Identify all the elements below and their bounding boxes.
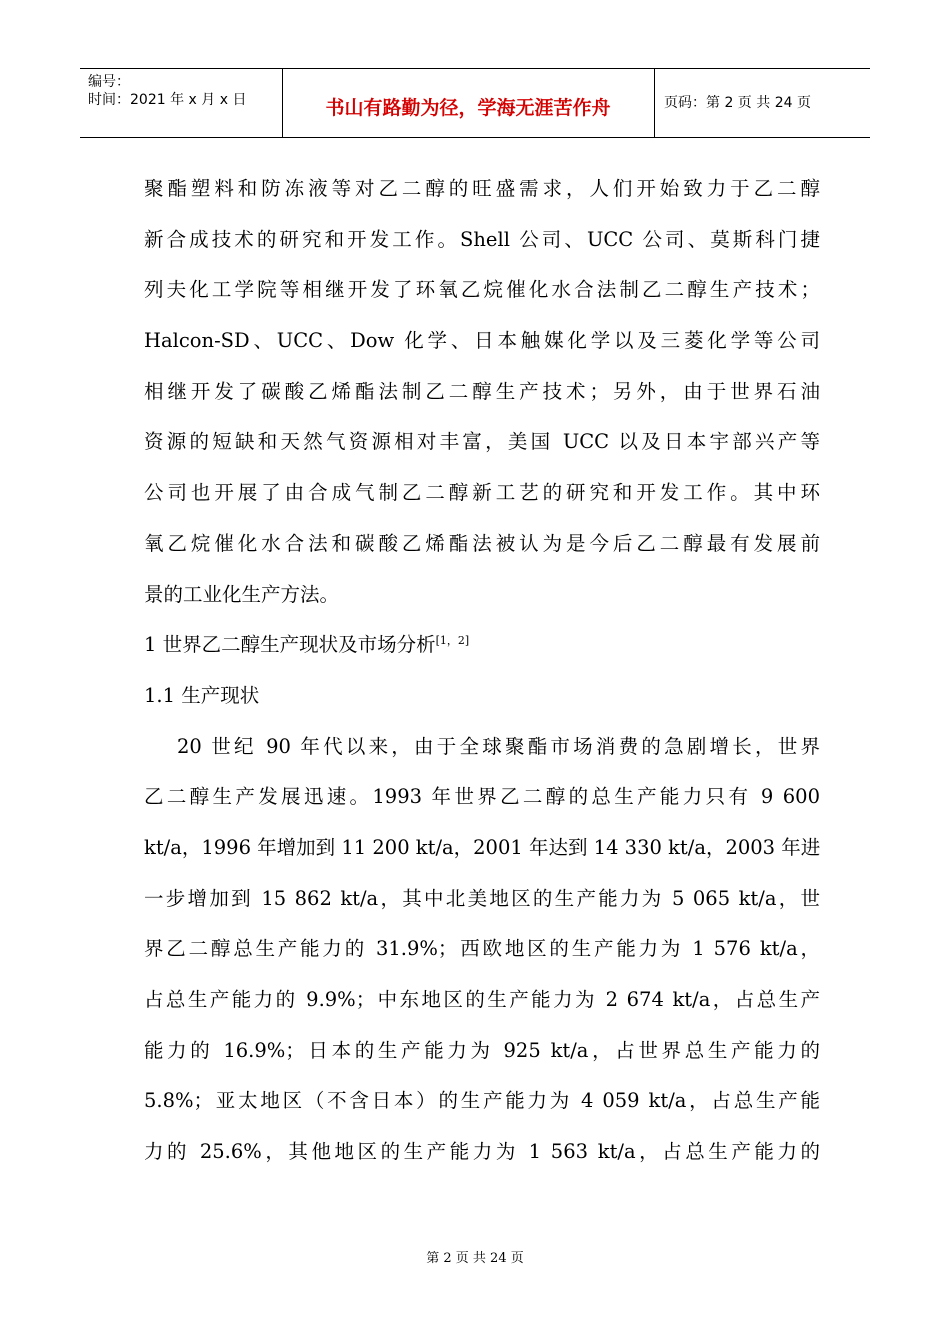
- document-body: [144, 164, 820, 1178]
- header-info-cell: [80, 69, 283, 137]
- paragraph-line: 新合成技术的研究和开发工作。Shell 公司、UCC 公司、莫斯科门捷: [144, 227, 820, 251]
- paragraph-line: 景的工业化生产方法。: [144, 582, 340, 606]
- header-page-cell: [654, 69, 870, 137]
- paragraph-line: 乙二醇生产发展迅速。1993 年世界乙二醇的总生产能力只有 9 600: [144, 785, 820, 809]
- paragraph-line: kt/a，1996 年增加到 11 200 kt/a，2001 年达到 14 330 kt/a，2003 年进: [144, 835, 821, 859]
- document-code-label: 编号：: [88, 74, 130, 90]
- citation-reference: [1，2]: [435, 634, 470, 648]
- document-date-label: 时间：2021 年 x 月 x 日: [88, 92, 247, 108]
- paragraph-line: 20 世纪 90 年代以来，由于全球聚酯市场消费的急剧增长，世界: [177, 734, 820, 758]
- paragraph-line: 能力的 16.9%；日本的生产能力为 925 kt/a，占世界总生产能力的: [144, 1038, 820, 1062]
- paragraph-line: Halcon-SD、UCC、Dow 化学、日本触媒化学以及三菱化学等公司: [144, 329, 820, 353]
- header-motto-cell: [282, 69, 655, 137]
- paragraph-line: 力的 25.6%，其他地区的生产能力为 1 563 kt/a，占总生产能力的: [144, 1140, 820, 1164]
- paragraph-line: 聚酯塑料和防冻液等对乙二醇的旺盛需求，人们开始致力于乙二醇: [144, 177, 820, 200]
- paragraph-line: 5.8%；亚太地区（不含日本）的生产能力为 4 059 kt/a，占总生产能: [144, 1089, 820, 1113]
- section-heading-text: 1 世界乙二醇生产现状及市场分析: [144, 633, 436, 657]
- paragraph-line: 资源的短缺和天然气资源相对丰富，美国 UCC 以及日本宇部兴产等: [144, 430, 820, 454]
- paragraph-line: 一步增加到 15 862 kt/a，其中北美地区的生产能力为 5 065 kt/a，世: [144, 886, 820, 910]
- paragraph-line: 氧乙烷催化水合法和碳酸乙烯酯法被认为是今后乙二醇最有发展前: [144, 531, 820, 555]
- header-page-number: 页码：第 2 页 共 24 页: [664, 95, 811, 111]
- page-header: [80, 68, 870, 138]
- paragraph-line: 公司也开展了由合成气制乙二醇新工艺的研究和开发工作。其中环: [144, 481, 820, 505]
- section-heading: [144, 620, 820, 671]
- page-footer: 第 2 页 共 24 页: [426, 1251, 524, 1266]
- paragraph-line: 界乙二醇总生产能力的 31.9%；西欧地区的生产能力为 1 576 kt/a，: [144, 937, 820, 961]
- paragraph-line: 列夫化工学院等相继开发了环氧乙烷催化水合法制乙二醇生产技术；: [144, 278, 820, 302]
- paragraph-line: 相继开发了碳酸乙烯酯法制乙二醇生产技术；另外，由于世界石油: [144, 379, 820, 403]
- header-motto: 书山有路勤为径，学海无涯苦作舟: [325, 97, 611, 119]
- paragraph-line: 占总生产能力的 9.9%；中东地区的生产能力为 2 674 kt/a，占总生产: [144, 988, 820, 1011]
- subsection-heading: 1.1 生产现状: [144, 683, 260, 707]
